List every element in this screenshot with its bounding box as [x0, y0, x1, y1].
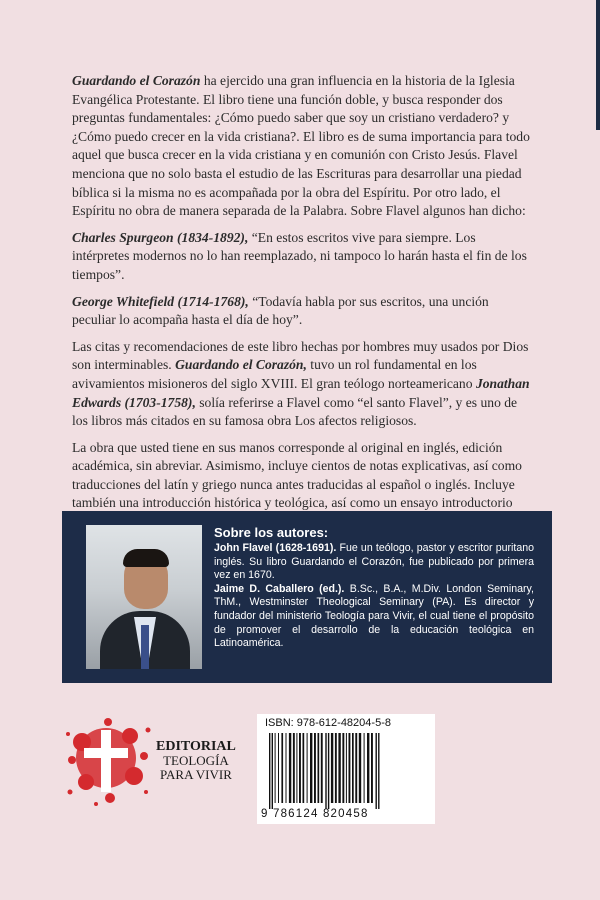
spine-edge [596, 0, 600, 130]
quote-spurgeon [72, 229, 530, 285]
publisher-line-3: PARA VIVIR [160, 767, 232, 782]
isbn-barcode [257, 714, 435, 824]
barcode-bars [267, 733, 427, 809]
photo-tie [141, 625, 149, 669]
isbn-label: ISBN: 978-612-48204-5-8 [265, 717, 391, 729]
quote-text-spurgeon: “En estos escritos vive para siempre. Los intérpretes modernos no lo han reemplazado, ni tampoco lo harán hasta el fin de los tiempos”. [72, 229, 527, 282]
bio-caballero-text: B.Sc., B.A., M.Div. London Seminary, ThM., Westminster Theological Seminary (PA). Es director y fundador del ministerio Teología para Vivir, el cual tiene el propósito de promover el desarrollo de la educación teológica en Latinoamérica. [214, 582, 534, 650]
publisher-logo [60, 712, 240, 812]
book-title-inline: Guardando el Corazón, [175, 357, 307, 373]
quote-text-whitefield: “Todavía habla por sus escritos, una unción peculiar lo acompaña hasta el día de hoy”. [72, 293, 489, 328]
blurb-paragraph-edition: La obra que usted tiene en sus manos corresponde al original en inglés, edición académica, sin abreviar. Asimismo, incluye cientos de notas explicativas, así como traducciones del latín y griego nunca antes traducidas al español o inglés. Incluye también una introducción histórica y teológica, así como un ensayo introductorio [72, 439, 522, 511]
author-photo [86, 525, 202, 669]
edwards-name: Jonathan Edwards (1703-1758), [72, 375, 530, 410]
publisher-line-2: TEOLOGÍA [163, 753, 229, 768]
bio-flavel [214, 542, 534, 583]
bio-caballero-name: Jaime D. Caballero (ed.). [214, 582, 345, 595]
barcode-digits: 9 786124 820458 [261, 808, 369, 820]
blurb-paragraph-recommendations [72, 338, 530, 431]
blurb-paragraph-intro [72, 72, 530, 221]
photo-hair [123, 549, 169, 567]
publisher-name [156, 740, 236, 782]
recommendations-text-b: tuvo un rol fundamental en los avivamientos misioneros del siglo XVIII. El gran teólogo norteamericano [72, 357, 477, 391]
about-authors-box [62, 511, 552, 683]
quote-whitefield [72, 293, 530, 330]
quote-author-whitefield: George Whitefield (1714-1768), [72, 293, 249, 309]
bio-flavel-text: Fue un teólogo, pastor y escritor puritano inglés. Su libro Guardando el Corazón, fue publicado por primera vez en 1670. [214, 542, 535, 582]
back-cover-blurb [72, 72, 530, 540]
book-title: Guardando el Corazón [72, 73, 201, 88]
recommendations-text-c: solía referirse a Flavel como “el santo Flavel”, y es uno de los libros más citados en su famosa obra Los afectos religiosos. [72, 394, 518, 429]
authors-bio [214, 525, 534, 651]
intro-text: ha ejercido una gran influencia en la historia de la Iglesia Evangélica Protestante. El libro tiene una función doble, y busca responder dos preguntas fundamentales: ¿Cómo puedo saber que soy un cristiano verdadero? y ¿Cómo puedo crecer en la vida cristiana?. El libro es de suma importancia para todo aquel que busca crecer en la vida cristiana y en comunión con Cristo Jesús. Flavel menciona que no solo basta el estudio de las Escrituras para desarrollar una piedad bíblica si la misma no es acompañada por la obra del Espíritu. Por otro lado, el Espíritu no obra de manera separada de la Palabra. Sobre Flavel algunos han dicho: [72, 73, 530, 219]
publisher-line-1: EDITORIAL [156, 739, 236, 754]
authors-heading: Sobre los autores: [214, 525, 329, 540]
bio-caballero [214, 583, 534, 651]
quote-author-spurgeon: Charles Spurgeon (1834-1892), [72, 229, 249, 245]
bio-flavel-name: John Flavel (1628-1691). [214, 542, 337, 554]
cross-splash-icon [60, 712, 156, 808]
recommendations-text-a: Las citas y recomendaciones de este libro hechas por hombres muy usados por Dios son interminables. [72, 338, 529, 373]
